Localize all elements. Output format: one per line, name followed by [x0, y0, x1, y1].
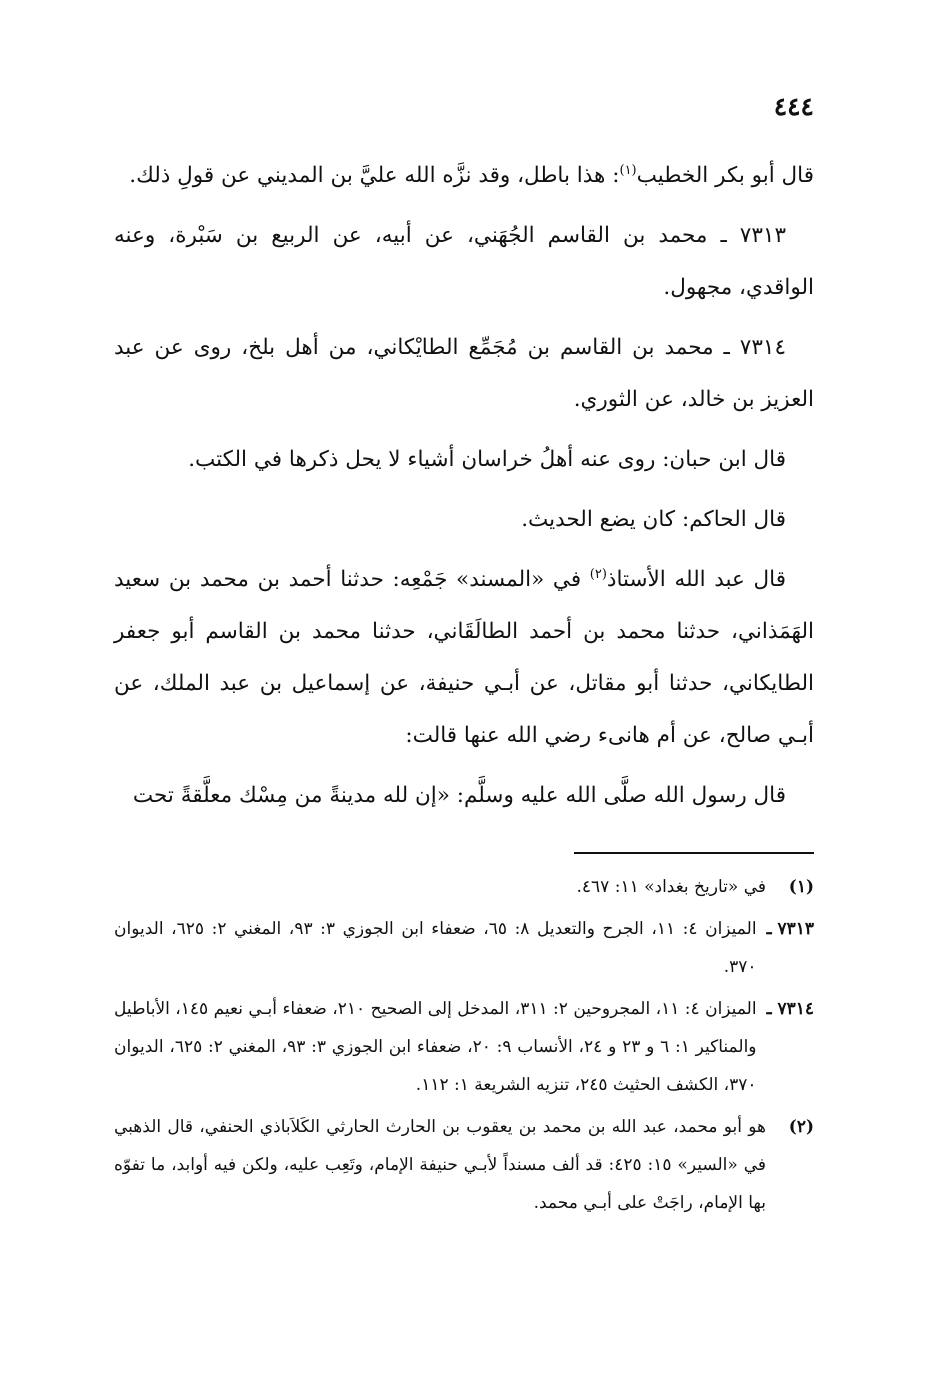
paragraph-khatib [114, 150, 814, 202]
main-text [114, 150, 814, 830]
paragraph-khatib-end: : هذا باطل، وقد نزَّه الله عليَّ بن المديني عن قولِ ذلك. [129, 163, 620, 188]
entry-7313: ٧٣١٣ ـ محمد بن القاسم الجُهَني، عن أبيه، عن الربيع بن سَبْرة، وعنه الواقدي، مجهول. [114, 223, 814, 300]
footnote-1 [114, 868, 814, 906]
paragraph-ibn-hibban: قال ابن حبان: روى عنه أهلُ خراسان أشياء لا يحل ذكرها في الكتب. [188, 447, 786, 472]
paragraph-ustadh [114, 554, 814, 762]
footnote-ref-1[interactable]: (١) [619, 162, 637, 178]
paragraph-hadith: قال رسول الله صلَّى الله عليه وسلَّم: «إن لله مدينةً من مِسْك معلَّقةً تحت [132, 783, 786, 808]
paragraph-hakim: قال الحاكم: كان يضع الحديث. [521, 507, 786, 532]
footnote-text: هو أبو محمد، عبد الله بن محمد بن يعقوب بن الحارث الحارثي الكَلاَباذي الحنفي، قال الذهبي في «السير» ١٥: ٤٢٥: قد ألف مسنداً لأبـي حنيفة الإمام، وتَعِب عليه، ولكن فيه أوابد، ما تفوّه بها الإمام، راجَتْ على أبـي محمد. [114, 1117, 766, 1213]
footnote-marker: (٢) [788, 1117, 814, 1137]
footnote-marker: ٧٣١٣ ـ [766, 919, 814, 939]
footnote-ref-2[interactable]: (٢) [589, 566, 607, 582]
footnote-divider [574, 852, 814, 854]
footnote-text: الميزان ٤: ١١، المجروحين ٢: ٣١١، المدخل إلى الصحيح ٢١٠، ضعفاء أبـي نعيم ١٤٥، الأباطيل والمناكير ١: ٦ و ٢٣ و ٢٤، الأنساب ٩: ٢٠، ضعفاء ابن الجوزي ٣: ٩٣، المغني ٢: ٦٢٥، الديوان ٣٧٠، الكشف الحثيث ٢٤٥، تنزيه الشريعة ١: ١١٢. [114, 999, 757, 1095]
footnote-7313 [114, 910, 814, 986]
paragraph-khatib-start: قال أبو بكر الخطيب [636, 163, 814, 188]
footnote-text: الميزان ٤: ١١، الجرح والتعديل ٨: ٦٥، ضعفاء ابن الجوزي ٣: ٩٣، المغني ٢: ٦٢٥، الديوان ٣٧٠. [114, 919, 757, 977]
paragraph-ustadh-end: في «المسند» جَمْعِه: حدثنا أحمد بن محمد بن سعيد الهَمَذاني، حدثنا محمد بن أحمد الطالَقَاني، حدثنا محمد بن القاسم أبو جعفر الطايكاني، حدثنا أبو مقاتل، عن أبـي حنيفة، عن إسماعيل بن عبد الملك، عن أبـي صالح، عن أم هانىء رضي الله عنها قالت: [114, 567, 814, 748]
page-number: ٤٤٤ [773, 92, 814, 121]
paragraph-ustadh-start: قال عبد الله الأستاذ [606, 567, 786, 592]
entry-7314: ٧٣١٤ ـ محمد بن القاسم بن مُجَمِّع الطايْكاني، من أهل بلخ، روى عن عبد العزيز بن خالد، عن الثوري. [114, 335, 814, 412]
footnotes [114, 868, 814, 1226]
footnote-marker: ٧٣١٤ ـ [766, 999, 814, 1019]
footnote-marker: (١) [788, 877, 814, 897]
footnote-text: في «تاريخ بغداد» ١١: ٤٦٧. [576, 877, 766, 897]
footnote-7314 [114, 990, 814, 1104]
footnote-2 [114, 1108, 814, 1222]
